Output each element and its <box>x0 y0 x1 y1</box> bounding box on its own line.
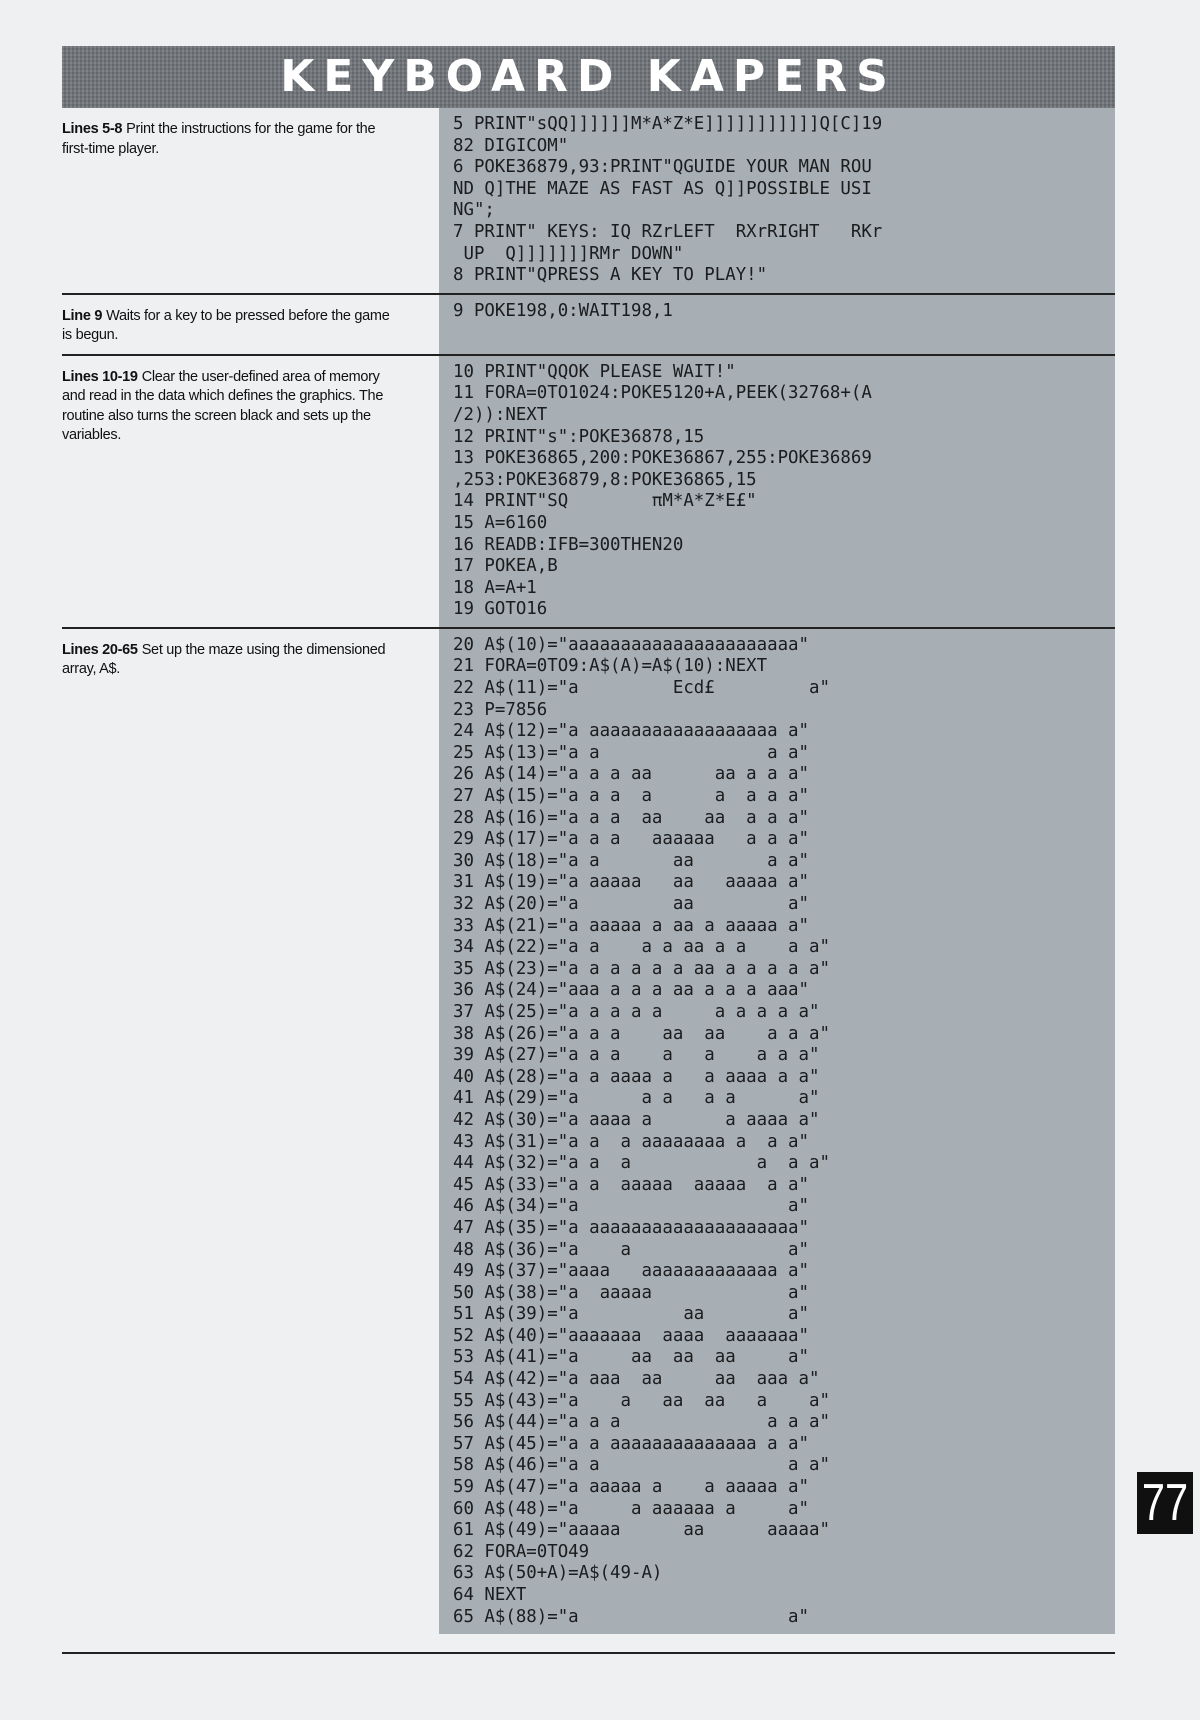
annotation-text: Print the instructions for the game for the first-time player. <box>62 121 376 157</box>
code-line: 63 A$(50+A)=A$(49-A) <box>453 1563 663 1584</box>
code-line: NG"; <box>453 200 495 221</box>
code-line: 25 A$(13)="a a a a" <box>453 742 809 763</box>
code-line: 21 FORA=0TO9:A$(A)=A$(10):NEXT <box>453 656 768 677</box>
annotation-title: Lines 20-65 <box>62 641 138 658</box>
code-line: 56 A$(44)="a a a a a a" <box>453 1412 830 1433</box>
code-line: 48 A$(36)="a a a" <box>453 1239 809 1260</box>
code-line: 12 PRINT"s":POKE36878,15 <box>453 426 705 447</box>
code-line: 5 PRINT"sQQ]]]]]]M*A*Z*E]]]]]]]]]]]Q[C]19 <box>453 114 883 134</box>
code-line: 42 A$(30)="a aaaa a a aaaa a" <box>453 1109 820 1130</box>
code-line: /2)):NEXT <box>453 404 548 425</box>
listing-section <box>62 629 1115 1634</box>
code-line: 57 A$(45)="a a aaaaaaaaaaaaaa a a" <box>453 1433 809 1454</box>
listing-body <box>62 108 1115 1634</box>
code-line: 41 A$(29)="a a a a a a" <box>453 1088 820 1109</box>
code-line: 35 A$(23)="a a a a a a aa a a a a a" <box>453 958 830 979</box>
annotation-text: Set up the maze using the dimensioned array, A$. <box>62 641 386 678</box>
code-line: 55 A$(43)="a a aa aa a a" <box>453 1390 830 1411</box>
code-line: 20 A$(10)="aaaaaaaaaaaaaaaaaaaaaa" <box>453 634 809 655</box>
code-line: 28 A$(16)="a a a aa aa a a a" <box>453 807 809 828</box>
code-line: 10 PRINT"QQOK PLEASE WAIT!" <box>453 361 736 382</box>
code-line: 64 NEXT <box>453 1585 527 1605</box>
section-annotation <box>62 356 407 627</box>
code-block <box>439 356 1115 627</box>
code-line: 43 A$(31)="a a a aaaaaaaa a a a" <box>453 1131 809 1152</box>
code-line: 30 A$(18)="a a aa a a" <box>453 850 809 871</box>
code-line: 58 A$(46)="a a a a" <box>453 1455 830 1476</box>
code-line: 14 PRINT"SQ πM*A*Z*E£" <box>453 491 757 512</box>
code-line: 49 A$(37)="aaaa aaaaaaaaaaaaa a" <box>453 1261 809 1282</box>
code-line: 44 A$(32)="a a a a a a" <box>453 1153 830 1174</box>
code-line: 33 A$(21)="a aaaaa a aa a aaaaa a" <box>453 915 809 936</box>
page-header <box>62 46 1115 108</box>
code-line: 31 A$(19)="a aaaaa aa aaaaa a" <box>453 872 809 893</box>
code-line: ,253:POKE36879,8:POKE36865,15 <box>453 469 757 490</box>
code-line: 52 A$(40)="aaaaaaa aaaa aaaaaaa" <box>453 1325 809 1346</box>
code-line: 53 A$(41)="a aa aa aa a" <box>453 1347 809 1368</box>
code-line: 62 FORA=0TO49 <box>453 1541 590 1562</box>
code-line: 59 A$(47)="a aaaaa a a aaaaa a" <box>453 1477 809 1498</box>
code-line: 22 A$(11)="a Ecd£ a" <box>453 678 830 699</box>
code-line: 60 A$(48)="a a aaaaaa a a" <box>453 1498 809 1519</box>
page-number: 77 <box>1137 1472 1193 1534</box>
code-line: 17 POKEA,B <box>453 556 558 577</box>
listing-section <box>62 356 1115 627</box>
section-annotation <box>62 108 407 293</box>
code-line: 18 A=A+1 <box>453 577 537 598</box>
bottom-rule <box>62 1652 1115 1654</box>
code-line: 38 A$(26)="a a a aa aa a a a" <box>453 1023 830 1044</box>
code-line: ND Q]THE MAZE AS FAST AS Q]]POSSIBLE USI <box>453 178 872 199</box>
section-annotation <box>62 629 407 1634</box>
code-line: 54 A$(42)="a aaa aa aa aaa a" <box>453 1369 820 1390</box>
code-line: 23 P=7856 <box>453 699 548 720</box>
code-line: 26 A$(14)="a a a aa aa a a a" <box>453 764 809 785</box>
code-line: 7 PRINT" KEYS: IQ RZrLEFT RXrRIGHT RKr <box>453 221 883 242</box>
code-line: 15 A=6160 <box>453 512 548 533</box>
code-line: 29 A$(17)="a a a aaaaaa a a a" <box>453 829 809 850</box>
code-line: 37 A$(25)="a a a a a a a a a a" <box>453 1001 820 1022</box>
code-line: 11 FORA=0TO1024:POKE5120+A,PEEK(32768+(A <box>453 383 872 404</box>
code-line: 39 A$(27)="a a a a a a a a" <box>453 1045 820 1066</box>
code-line: 47 A$(35)="a aaaaaaaaaaaaaaaaaaaa" <box>453 1217 809 1238</box>
listing-section <box>62 108 1115 293</box>
annotation-title: Line 9 <box>62 307 103 324</box>
code-line: UP Q]]]]]]]RMr DOWN" <box>453 243 684 264</box>
code-block <box>439 295 1115 354</box>
code-line: 6 POKE36879,93:PRINT"QGUIDE YOUR MAN ROU <box>453 157 872 178</box>
code-line: 16 READB:IFB=300THEN20 <box>453 534 684 555</box>
code-line: 9 POKE198,0:WAIT198,1 <box>453 300 673 321</box>
annotation-text: Clear the user-defined area of memory and read in the data which defines the graphics. The routine also turns the screen black and sets up the variables. <box>62 368 384 444</box>
code-line: 40 A$(28)="a a aaaa a a aaaa a a" <box>453 1066 820 1087</box>
code-line: 24 A$(12)="a aaaaaaaaaaaaaaaaaa a" <box>453 721 809 742</box>
page-title: KEYBOARD KAPERS <box>280 51 897 102</box>
code-line: 19 GOTO16 <box>453 599 548 620</box>
section-annotation <box>62 295 407 354</box>
code-line: 51 A$(39)="a aa a" <box>453 1304 809 1325</box>
code-line: 65 A$(88)="a a" <box>453 1606 809 1627</box>
annotation-title: Lines 10-19 <box>62 368 138 385</box>
code-line: 13 POKE36865,200:POKE36867,255:POKE36869 <box>453 448 872 469</box>
code-line: 45 A$(33)="a a aaaaa aaaaa a a" <box>453 1174 809 1195</box>
code-line: 8 PRINT"QPRESS A KEY TO PLAY!" <box>453 265 768 286</box>
code-block <box>439 629 1115 1634</box>
code-line: 61 A$(49)="aaaaa aa aaaaa" <box>453 1520 830 1541</box>
code-block <box>439 108 1115 293</box>
annotation-title: Lines 5-8 <box>62 121 123 137</box>
code-line: 82 DIGICOM" <box>453 135 569 156</box>
code-line: 50 A$(38)="a aaaaa a" <box>453 1282 809 1303</box>
listing-section <box>62 295 1115 354</box>
code-line: 36 A$(24)="aaa a a a aa a a a aaa" <box>453 980 809 1001</box>
code-line: 32 A$(20)="a aa a" <box>453 894 809 914</box>
code-line: 34 A$(22)="a a a a aa a a a a" <box>453 937 830 958</box>
code-line: 46 A$(34)="a a" <box>453 1196 809 1217</box>
code-line: 27 A$(15)="a a a a a a a a" <box>453 786 809 807</box>
annotation-text: Waits for a key to be pressed before the game is begun. <box>62 307 390 344</box>
